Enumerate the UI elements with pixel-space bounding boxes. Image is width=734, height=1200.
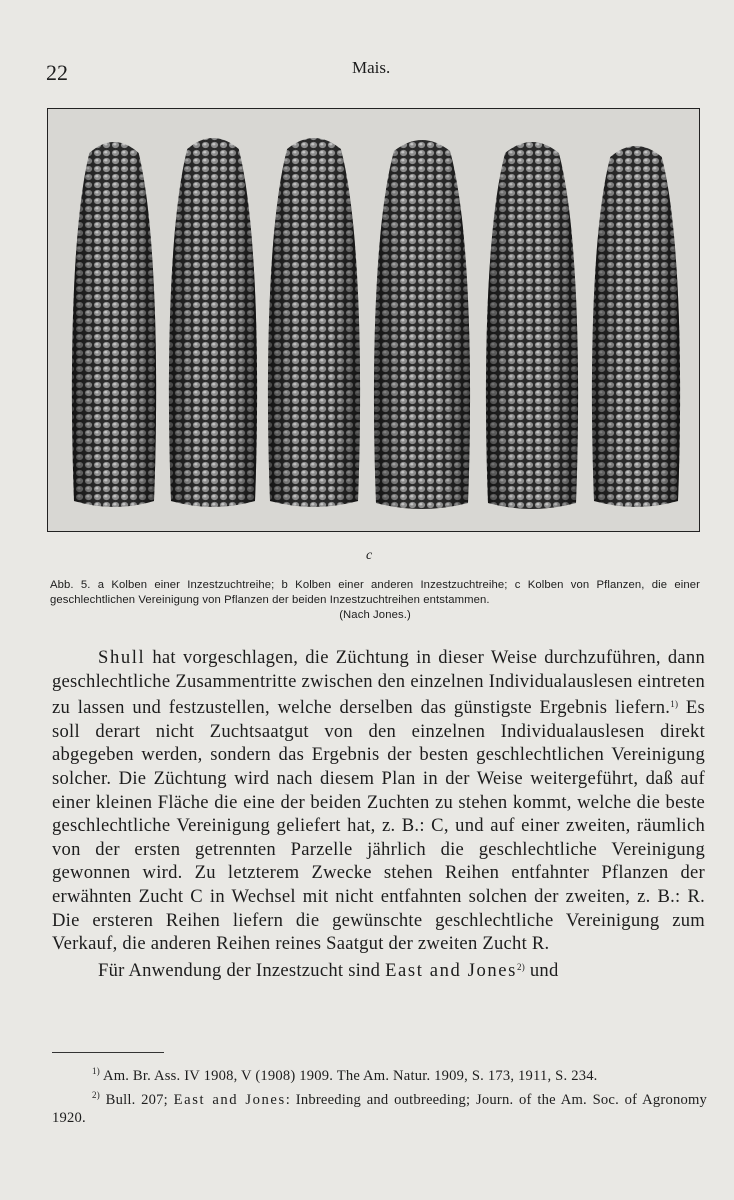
footnote-rule <box>52 1052 164 1053</box>
figure-corn-photo <box>47 108 700 532</box>
figure-letter: c <box>366 548 373 563</box>
footnote-text: Am. Br. Ass. IV 1908, V (1908) 1909. The Am. Natur. 1909, S. 173, 1911, S. 234. <box>99 1068 598 1084</box>
footnote-ref: 1) <box>670 699 679 710</box>
paragraph-text: hat vorgeschlagen, die Züchtung in dieser Weise durchzuführen, dann geschlechtliche Zusammentritte zwischen den einzelnen Individualauslesen eintreten zu lassen und festzustellen, welche derselben das günstigste Ergebnis liefern. <box>52 647 705 719</box>
corn-cob-shading <box>486 142 578 509</box>
running-head: Mais. <box>352 58 391 77</box>
paragraph-text: Für Anwendung der Inzestzucht sind <box>98 959 386 981</box>
footnote-authors: East and Jones <box>173 1091 286 1108</box>
corn-cob-shading <box>169 138 257 507</box>
footnote-ref: 2) <box>516 961 525 972</box>
figure-caption <box>50 578 700 623</box>
paragraph-text: und <box>524 959 559 981</box>
footnote-mark: 1) <box>92 1066 100 1076</box>
corn-cob-shading <box>268 138 360 507</box>
author-names: East and Jones <box>385 959 517 981</box>
paragraph-2 <box>52 956 705 983</box>
corn-cobs-image <box>48 109 698 530</box>
caption-credit: (Nach Jones.) <box>339 609 411 621</box>
corn-cob-shading <box>374 140 470 509</box>
footnote-2 <box>52 1086 707 1128</box>
page-number: 22 <box>46 60 68 85</box>
caption-text: Abb. 5. a Kolben einer Inzestzuchtreihe; b Kolben einer anderen Inzestzuchtreihe; c Kolben von Pflanzen, die einer geschlechtlichen Vereinigung von Pflanzen der beiden Inzestzuchtreihen entstammen. <box>50 579 700 606</box>
footnote-text: : Inbreeding and outbreeding; Journ. of the Am. Soc. of Agronomy 1920. <box>52 1091 707 1126</box>
corn-cob-shading <box>592 146 680 507</box>
paragraph-text: Es soll derart nicht Zuchtsaatgut von den einzelnen Individualauslesen direkt abgegeben werden, sondern das Ergebnis der besten geschlechtlichen Vereinigung solcher. Die Züchtung wird nach diesem Plan in der Weise weitergeführt, daß auf einer kleinen Fläche die eine der beiden Zuchten zu stehen kommt, welche die beste geschlechtliche Vereinigung geliefert hat, z. B.: C, und auf einer zweiten, räumlich von der ersten getrennten Parzelle jährlich die geschlechtliche Vereinigung gewonnen wird. Zu letzterem Zwecke stehen Reihen entfahnter Pflanzen der erwähnten Zucht C in Wechsel mit nicht entfahnten solchen der zweiten, z. B.: R. Die ersteren Reihen liefern die gewünschte geschlechtliche Vereinigung zum Verkauf, die anderen Reihen reines Saatgut der zweiten Zucht R. <box>52 697 705 955</box>
paragraph-1 <box>52 646 705 956</box>
corn-cob-shading <box>72 142 156 507</box>
footnote-text: Bull. 207; <box>99 1091 174 1108</box>
body-text <box>52 646 705 982</box>
author-name: Shull <box>98 647 146 668</box>
footnote-mark: 2) <box>92 1089 100 1100</box>
footnotes <box>52 1062 707 1128</box>
footnote-1 <box>52 1062 707 1086</box>
